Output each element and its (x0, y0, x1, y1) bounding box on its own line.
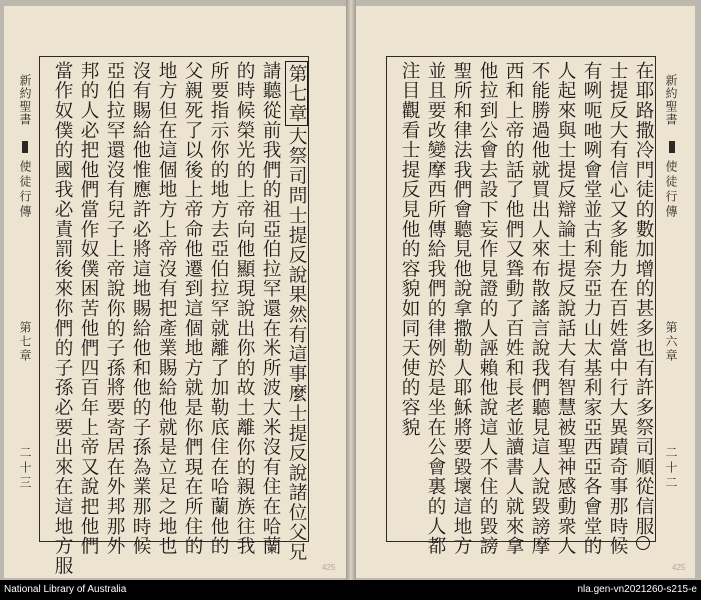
right-page-number: 二十二 (664, 446, 678, 491)
circle-punctuation-icon (636, 536, 650, 550)
footer-bar (0, 580, 701, 600)
left-column-5: 父親死了以後上帝命他遷到這個地方就是你們現在所住的 (182, 61, 203, 556)
left-column-6: 地方但在這個地方上帝沒有把產業賜給他就是立足之地也 (156, 61, 177, 556)
chapter-heading: 第七章 (285, 61, 308, 126)
right-column-10: 注目觀看士提反見他的容貌如同天使的容貌 (399, 61, 420, 438)
right-margin-mark (669, 141, 675, 153)
left-section-title: 使徒行傳 (18, 160, 32, 220)
footer-left-credit: National Library of Australia (4, 584, 127, 595)
left-column-3: 的時候榮光的上帝向他顯現說出你的故土離你的親族往我 (234, 61, 255, 556)
left-column-4: 所要指示你的地方去亞伯拉罕就離了加勒底住在哈蘭他的 (208, 61, 229, 556)
right-section-title: 使徒行傳 (664, 160, 678, 220)
right-page (356, 6, 695, 578)
left-column-7: 沒有賜給他惟應許必將這地賜給他和他的子孫為業那時候 (130, 61, 151, 556)
left-column-1 (286, 61, 305, 562)
left-column-9: 邦的人必把他們當作奴僕困苦他們四百年上帝又說把他們 (78, 61, 99, 556)
left-running-title: 新約聖書 (18, 74, 32, 126)
right-column-5: 不能勝過他就買出人來布散謠言說我們聽見這人說毀謗摩 (529, 61, 550, 556)
right-text-frame (386, 56, 656, 556)
footer-right-credit: nla.gen-vn2021260-s215-e (577, 584, 697, 595)
left-column-1-text: 大祭司問士提反說果然有這事麼士提反說諸位父兄 (286, 126, 307, 563)
right-column-4: 人起來與士提反辯論士提反說話大有智慧被聖神感動衆人 (555, 61, 576, 556)
left-page (4, 6, 346, 578)
right-column-2: 士提反大有信心又多能力在百姓當中行大異蹟奇事那時候 (607, 61, 628, 556)
left-margin-mark (22, 141, 28, 153)
left-column-8: 亞伯拉罕還沒有兒子上帝說你的子孫將要寄居在外邦那外 (104, 61, 125, 556)
right-chapter-label: 第六章 (664, 321, 678, 363)
book-gutter (346, 0, 356, 580)
right-pencil-note: 425 (672, 563, 686, 572)
right-running-title: 新約聖書 (664, 74, 678, 126)
left-text-frame (39, 56, 309, 576)
left-column-2: 請聽從前我們的祖亞伯拉罕還在米所波大米沒有住在哈蘭 (260, 61, 281, 556)
right-column-8: 聖所和律法我們會聽見他說拿撒勒人耶穌將要毀壞這地方 (451, 61, 472, 556)
right-column-9: 並且要改變摩西所傳給我們的律例於是坐在公會裏的人都 (425, 61, 446, 556)
left-pencil-note: 425 (322, 563, 336, 572)
right-column-1 (633, 61, 652, 550)
right-column-7: 他拉到公會去設下妄作見證的人誣賴他說這人不住的毀謗 (477, 61, 498, 556)
right-column-3: 有咧呃吔咧會堂並古利奈亞力山太基利家亞西亞各會堂的 (581, 61, 602, 556)
right-column-6: 西和上帝的話了他們又聳動了百姓和長老並讀書人就來拿 (503, 61, 524, 556)
left-column-10: 當作奴僕的國我必責罰後來你們的子孫必要出來在這地方服 (52, 61, 73, 576)
right-column-1-text: 在耶路撒冷門徒的數加增的甚多也有許多祭司順從信服 (633, 61, 654, 537)
left-page-number: 二十三 (18, 446, 32, 491)
left-chapter-label: 第七章 (18, 321, 32, 363)
